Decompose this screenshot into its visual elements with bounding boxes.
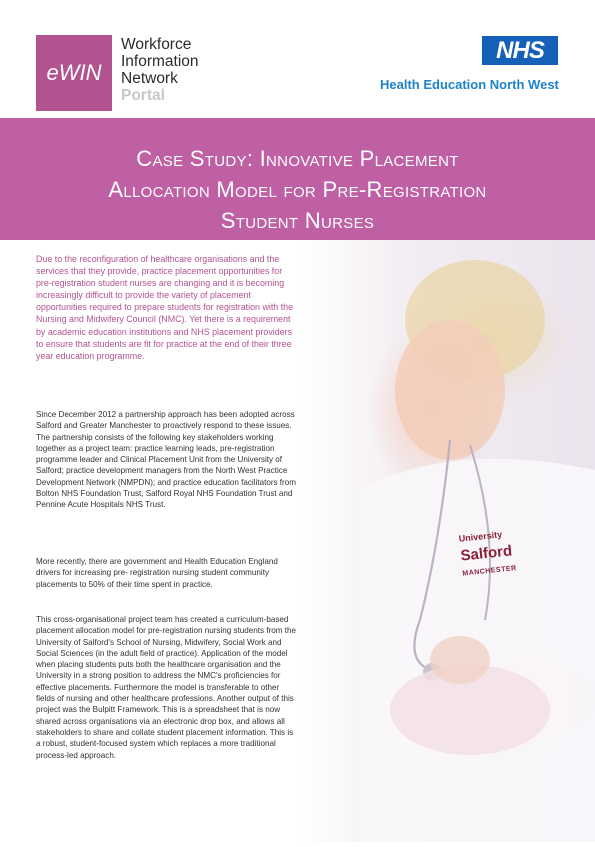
logo-line-information: Information bbox=[121, 53, 199, 70]
workforce-information-network-portal-logo bbox=[121, 36, 199, 104]
page-title bbox=[0, 143, 595, 236]
ewin-logo-text: eWIN bbox=[46, 60, 102, 85]
body-paragraph-2: More recently, there are government and Health Education England drivers for increasing pre- registration nursing student community placements to 50% of their time spent in practice. bbox=[36, 557, 278, 589]
university-of-salford-badge bbox=[458, 520, 552, 578]
title-line-3: Student Nurses bbox=[220, 208, 375, 233]
logo-line-workforce: Workforce bbox=[121, 36, 192, 53]
logo-line-portal: Portal bbox=[121, 87, 165, 104]
body-paragraph-1: Since December 2012 a partnership approach has been adopted across Salford and Greater Manchester to proactively respond to these issues. The partnership consists of the following key stakeholders working together as a project team: practice learning leads, pre-registration programme leader and Clinical Placement Unit from the University of Salford; practice development managers from the North West Practice Development Network (NMPDN); and practice education facilitators from Bolton NHS Foundation Trust, Salford Royal NHS Foundation Trust and Pennine Acute Hospitals NHS Trust. bbox=[36, 410, 296, 510]
nurse-with-stethoscope-photo bbox=[300, 240, 595, 842]
ewin-logo bbox=[36, 35, 112, 111]
title-line-1: Case Study: Innovative Placement bbox=[136, 146, 459, 171]
pocket-line-3: MANCHESTER bbox=[462, 564, 517, 578]
pocket-line-1: University bbox=[458, 529, 503, 544]
intro-paragraph: Due to the reconfiguration of healthcare organisations and the services that they provide, practice placement opportunities for pre-registration student nurses are changing and it is becoming increasingly difficult to provide the variety of placement opportunities required to prepare students for registration with the Nursing and Midwifery Council (NMC). Yet there is a requirement by academic education institutions and NHS placement providers to ensure that students are fit for practice at the end of their three year education programme. bbox=[36, 254, 294, 361]
pocket-line-2: Salford bbox=[459, 542, 513, 565]
logo-line-network: Network bbox=[121, 70, 178, 87]
health-education-north-west-label: Health Education North West bbox=[380, 77, 559, 92]
body-paragraph-3: This cross-organisational project team has created a curriculum-based placement allocation model for pre-registration nursing students from the University of Salford's School of Nursing, Midwifery, Social Work and Social Sciences (in the adult field of practice). Application of the model when placing students puts both the healthcare organisation and the University in a strong position to address the NMC's proficiencies for effective placements. Furthermore the model is transferable to other fields of nursing and other healthcare professions. Another output of this project was the Bulpitt Framework. This is a spreadsheet that is now shared across organisations via an electronic drop box, and allows all stakeholders to share and collate student placement information. This is a robust, student-focused system which replaces a more traditional process-led approach. bbox=[36, 615, 297, 760]
title-line-2: Allocation Model for Pre-Registration bbox=[108, 177, 487, 202]
nhs-logo: NHS bbox=[482, 36, 558, 65]
nurse-illustration bbox=[300, 240, 595, 842]
